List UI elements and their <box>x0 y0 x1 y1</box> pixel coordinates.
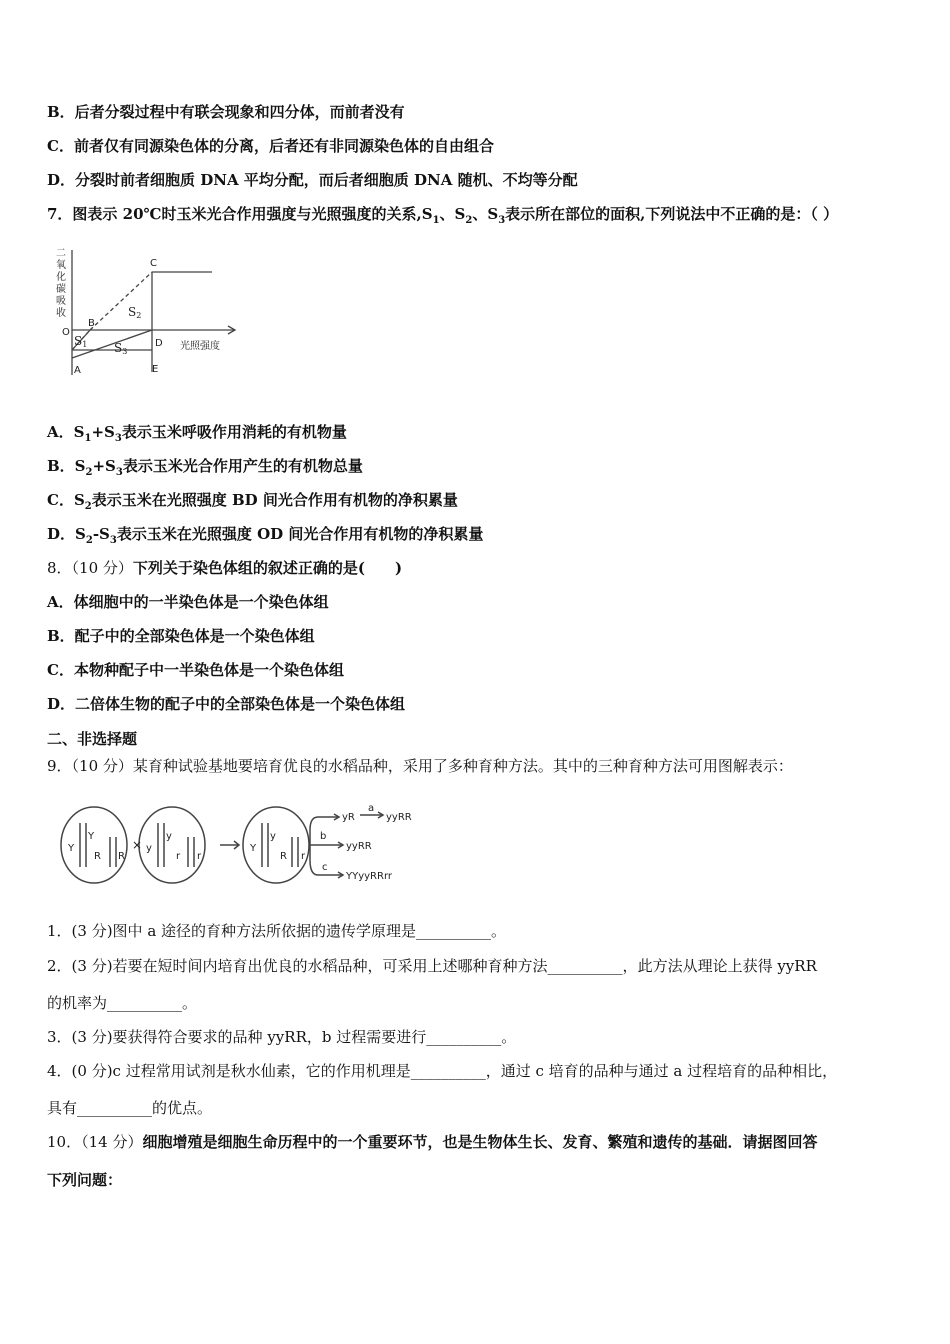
q7-option-a: A．$S_1+S_3$表示玉米呼吸作用消耗的有机物量 <box>47 423 347 444</box>
q6-option-d: D．分裂时前者细胞质 DNA 平均分配，而后者细胞质 DNA 随机、不均等分配 <box>47 171 578 189</box>
path-a-end: yyRR <box>386 812 412 823</box>
q8-option-b: B．配子中的全部染色体是一个染色体组 <box>47 627 315 645</box>
graph-xlabel: 光照强度 <box>180 341 220 352</box>
q6-option-c: C．前者仅有同源染色体的分离，后者还有非同源染色体的自由组合 <box>47 137 494 155</box>
q7-option-d: D．$S_2-S_3$表示玉米在光照强度 OD 间光合作用有机物的净积累量 <box>47 525 484 546</box>
cell3-allele-r: R <box>280 851 287 862</box>
q9-sub4: 4．(0 分)c 过程常用试剂是秋水仙素，它的作用机理是__________，通过 c 培育的品种与通过 a 过程培育的品种相比， <box>47 1062 838 1080</box>
graph-point-d: D <box>155 338 163 349</box>
svg-text:r: r <box>301 851 306 862</box>
graph-area-s2: S2 <box>128 305 142 320</box>
graph-point-a: A <box>74 365 81 376</box>
q9-sub1: 1．(3 分)图中 a 途径的育种方法所依据的遗传学原理是__________。 <box>47 922 507 940</box>
svg-text:y: y <box>166 831 172 842</box>
graph-point-b: B <box>88 318 95 329</box>
q9-stem: 9．（10 分）某育种试验基地要培育优良的水稻品种，采用了多种育种方法。其中的三种育种方法可用图解表示： <box>47 757 793 775</box>
path-c-label: c <box>322 862 328 873</box>
graph-point-e: E <box>152 364 159 375</box>
section-heading: 二、非选择题 <box>47 730 138 748</box>
svg-text:吸: 吸 <box>56 296 66 307</box>
q7-option-c: C．$S_2$表示玉米在光照强度 BD 间光合作用有机物的净积累量 <box>47 491 458 512</box>
path-a-start: yR <box>342 812 355 823</box>
q8-option-d: D．二倍体生物的配子中的全部染色体是一个染色体组 <box>47 695 406 713</box>
q9-sub4-cont: 具有__________的优点。 <box>47 1099 213 1117</box>
q9-sub3: 3．(3 分)要获得符合要求的品种 yyRR，b 过程需要进行__________。 <box>47 1028 517 1046</box>
q6-option-b: B．后者分裂过程中有联会现象和四分体，而前者没有 <box>47 103 405 121</box>
svg-text:y: y <box>270 831 276 842</box>
svg-text:氧: 氧 <box>56 260 66 271</box>
q10-stem: 10．（14 分）细胞增殖是细胞生命历程中的一个重要环节，也是生物体生长、发育、繁殖和遗传的基础．请据图回答 <box>47 1133 818 1151</box>
path-c-end: YYyyRRrr <box>346 871 392 882</box>
q9-breeding-diagram <box>60 795 430 890</box>
q8-option-c: C．本物种配子中一半染色体是一个染色体组 <box>47 661 344 679</box>
graph-area-s1: S1 <box>74 334 88 349</box>
path-b-label: b <box>320 831 327 842</box>
cell1-allele-y: Y <box>68 843 75 854</box>
cross-symbol: × <box>132 838 143 852</box>
q10-stem-cont: 下列问题： <box>47 1171 123 1189</box>
q9-sub2: 2．(3 分)若要在短时间内培育出优良的水稻品种，可采用上述哪种育种方法__________，此方法从理论上获得 yyRR <box>47 957 817 975</box>
graph-origin-label: O <box>62 327 70 338</box>
svg-text:收: 收 <box>56 308 66 319</box>
svg-text:Y: Y <box>88 831 95 842</box>
graph-ylabel-1: 二 <box>56 248 66 259</box>
cell2-allele-y: y <box>146 843 152 854</box>
svg-text:R: R <box>118 851 125 862</box>
q7-option-b: B．$S_2+S_3$表示玉米光合作用产生的有机物总量 <box>47 457 363 478</box>
cell2-allele-r: r <box>176 851 181 862</box>
graph-point-c: C <box>150 258 157 269</box>
graph-area-s3: S3 <box>114 341 128 356</box>
path-a-label: a <box>368 803 375 814</box>
q7-stem: 7．图表示 20℃时玉米光合作用强度与光照强度的关系$,S_1$、$S_2$、$S_3$表示所在部位的面积,下列说法中不正确的是：（ ） <box>47 205 839 226</box>
q8-option-a: A．体细胞中的一半染色体是一个染色体组 <box>47 593 329 611</box>
cell1-allele-r: R <box>94 851 101 862</box>
q9-sub2-cont: 的机率为__________。 <box>47 994 198 1012</box>
q8-stem: 8．（10 分）下列关于染色体组的叙述正确的是( ) <box>47 559 403 577</box>
svg-text:碳: 碳 <box>56 284 66 295</box>
svg-text:r: r <box>197 851 202 862</box>
cell3-allele-y: Y <box>250 843 257 854</box>
path-b-end: yyRR <box>346 841 372 852</box>
svg-text:化: 化 <box>56 272 66 283</box>
q7-photosynthesis-graph <box>52 240 252 380</box>
